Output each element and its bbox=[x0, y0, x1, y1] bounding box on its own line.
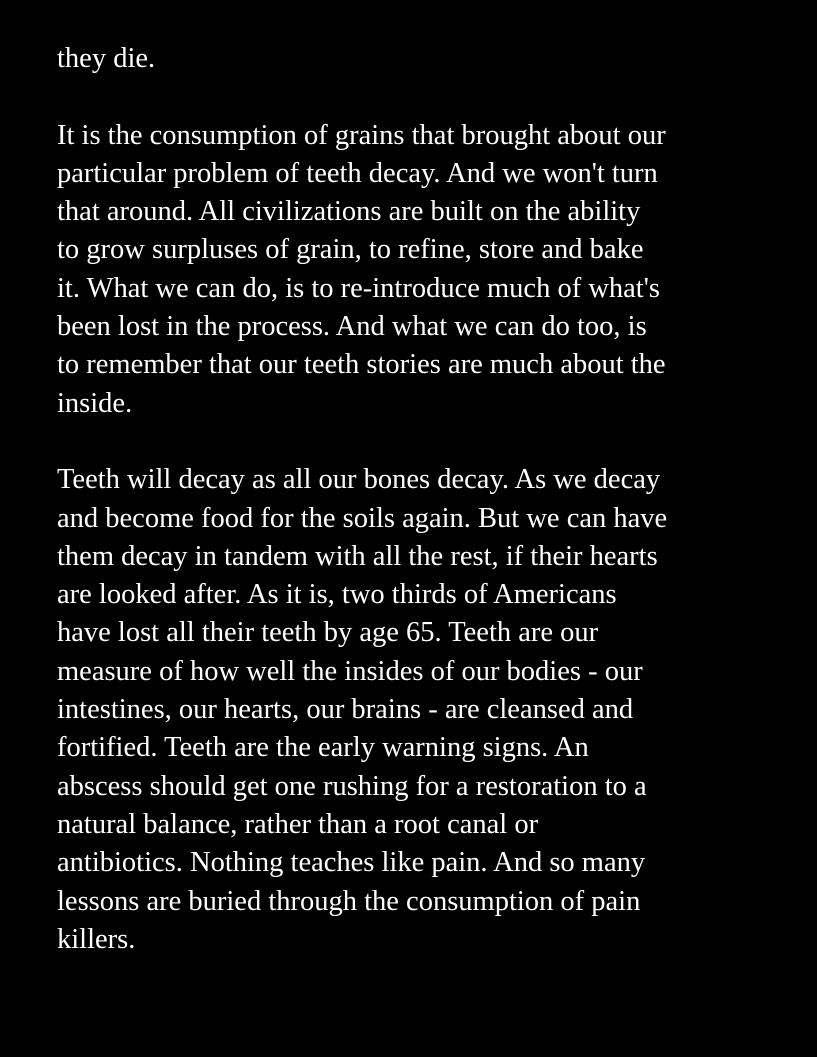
text-line: been lost in the process. And what we can do too, is bbox=[57, 311, 647, 343]
text-line: lessons are buried through the consumption of pain bbox=[57, 885, 641, 917]
text-line: to remember that our teeth stories are much about the bbox=[57, 349, 666, 381]
paragraph-3 bbox=[57, 461, 797, 959]
text-line: abscess should get one rushing for a restoration to a bbox=[57, 770, 647, 802]
text-line: intestines, our hearts, our brains - are cleansed and bbox=[57, 694, 634, 726]
text-line: it. What we can do, is to re-introduce much of what's bbox=[57, 272, 660, 304]
text-line: they die. bbox=[57, 43, 156, 74]
text-line: killers. bbox=[57, 923, 136, 955]
text-line: particular problem of teeth decay. And we won't turn bbox=[57, 157, 658, 189]
text-line: have lost all their teeth by age 65. Teeth are our bbox=[57, 617, 599, 649]
text-line: that around. All civilizations are built on the ability bbox=[57, 196, 641, 228]
text-line: Teeth will decay as all our bones decay. As we decay bbox=[57, 464, 661, 496]
text-line: inside. bbox=[57, 387, 133, 419]
text-line: It is the consumption of grains that brought about our bbox=[57, 119, 666, 151]
paragraph-1 bbox=[57, 40, 797, 78]
text-line: and become food for the soils again. But we can have bbox=[57, 502, 668, 534]
paragraph-spacer bbox=[57, 78, 797, 116]
paragraph-2 bbox=[57, 117, 797, 423]
text-line: are looked after. As it is, two thirds of Americans bbox=[57, 579, 617, 611]
document-body bbox=[57, 40, 797, 959]
text-line: measure of how well the insides of our bodies - our bbox=[57, 655, 643, 687]
text-line: antibiotics. Nothing teaches like pain. And so many bbox=[57, 847, 646, 879]
text-line: fortified. Teeth are the early warning signs. An bbox=[57, 732, 589, 764]
text-line: to grow surpluses of grain, to refine, store and bake bbox=[57, 234, 644, 266]
text-line: natural balance, rather than a root canal or bbox=[57, 808, 539, 840]
text-line: them decay in tandem with all the rest, if their hearts bbox=[57, 540, 658, 572]
paragraph-spacer bbox=[57, 423, 797, 461]
